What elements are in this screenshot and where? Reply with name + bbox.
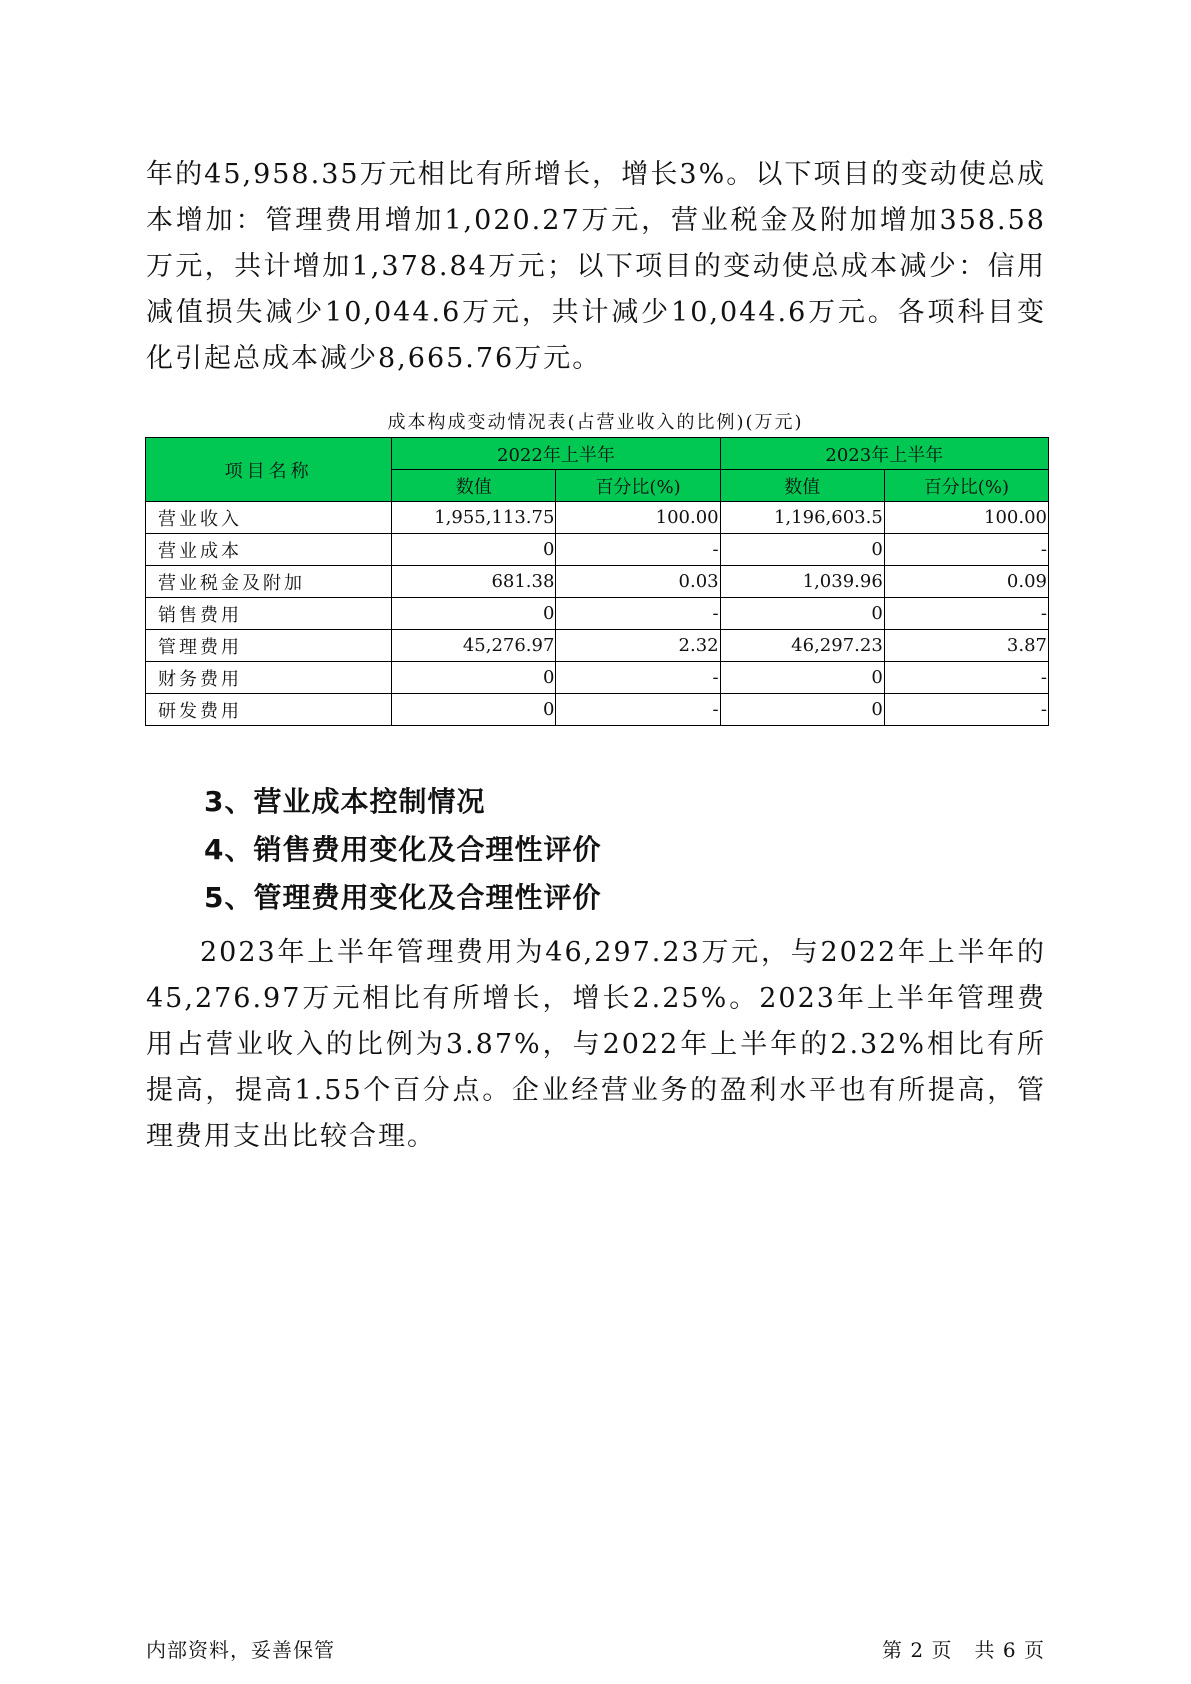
header-pct-2022: 百分比(%)	[556, 470, 720, 502]
pct-2023: -	[884, 662, 1048, 694]
pct-2023: -	[884, 694, 1048, 726]
header-value-2023: 数值	[720, 470, 884, 502]
pct-2022: -	[556, 534, 720, 566]
value-2023: 0	[720, 534, 884, 566]
header-year-2023: 2023年上半年	[720, 438, 1048, 470]
footer-confidential-note: 内部资料，妥善保管	[146, 1638, 335, 1662]
row-label: 营业收入	[146, 502, 392, 534]
intro-paragraph: 年的45,958.35万元相比有所增长，增长3%。以下项目的变动使总成本增加：管理费用增加1,020.27万元，营业税金及附加增加358.58万元，共计增加1,378.84万元；以下项目的变动使总成本减少：信用减值损失减少10,044.6万元，共计减少10,044.6万元。各项科目变化引起总成本减少8,665.76万元。	[146, 159, 1046, 374]
value-2023: 1,196,603.5	[720, 502, 884, 534]
value-2023: 0	[720, 694, 884, 726]
value-2022: 0	[392, 534, 556, 566]
pct-2023: -	[884, 534, 1048, 566]
value-2022: 1,955,113.75	[392, 502, 556, 534]
table-row	[146, 662, 1049, 694]
value-2022: 0	[392, 598, 556, 630]
pct-2023: 0.09	[884, 566, 1048, 598]
table-row	[146, 694, 1049, 726]
section-heading-5: 5、管理费用变化及合理性评价	[204, 881, 602, 914]
management-expense-paragraph: 2023年上半年管理费用为46,297.23万元，与2022年上半年的45,276.97万元相比有所增长，增长2.25%。2023年上半年管理费用占营业收入的比例为3.87%，与2022年上半年的2.32%相比有所提高，提高1.55个百分点。企业经营业务的盈利水平也有所提高，管理费用支出比较合理。	[146, 937, 1046, 1152]
table-row	[146, 630, 1049, 662]
header-value-2022: 数值	[392, 470, 556, 502]
pct-2023: -	[884, 598, 1048, 630]
pct-2023: 100.00	[884, 502, 1048, 534]
pct-2022: -	[556, 598, 720, 630]
header-item-name: 项目名称	[146, 438, 392, 502]
cost-structure-table	[145, 437, 1049, 726]
header-pct-2023: 百分比(%)	[884, 470, 1048, 502]
row-label: 营业成本	[146, 534, 392, 566]
pct-2022: 100.00	[556, 502, 720, 534]
header-year-2022: 2022年上半年	[392, 438, 720, 470]
value-2023: 1,039.96	[720, 566, 884, 598]
pct-2022: 0.03	[556, 566, 720, 598]
value-2022: 0	[392, 662, 556, 694]
pct-2022: -	[556, 662, 720, 694]
row-label: 研发费用	[146, 694, 392, 726]
pct-2022: 2.32	[556, 630, 720, 662]
table-row	[146, 598, 1049, 630]
section-heading-4: 4、销售费用变化及合理性评价	[204, 833, 602, 866]
value-2022: 0	[392, 694, 556, 726]
pct-2023: 3.87	[884, 630, 1048, 662]
footer-page-number: 第 2 页 共 6 页	[882, 1638, 1045, 1662]
value-2023: 0	[720, 598, 884, 630]
value-2023: 0	[720, 662, 884, 694]
row-label: 销售费用	[146, 598, 392, 630]
table-row	[146, 502, 1049, 534]
table-row	[146, 566, 1049, 598]
row-label: 财务费用	[146, 662, 392, 694]
value-2022: 45,276.97	[392, 630, 556, 662]
row-label: 营业税金及附加	[146, 566, 392, 598]
value-2023: 46,297.23	[720, 630, 884, 662]
row-label: 管理费用	[146, 630, 392, 662]
pct-2022: -	[556, 694, 720, 726]
section-heading-3: 3、营业成本控制情况	[204, 785, 486, 818]
table-caption: 成本构成变动情况表(占营业收入的比例)(万元)	[387, 412, 804, 433]
value-2022: 681.38	[392, 566, 556, 598]
table-row	[146, 534, 1049, 566]
